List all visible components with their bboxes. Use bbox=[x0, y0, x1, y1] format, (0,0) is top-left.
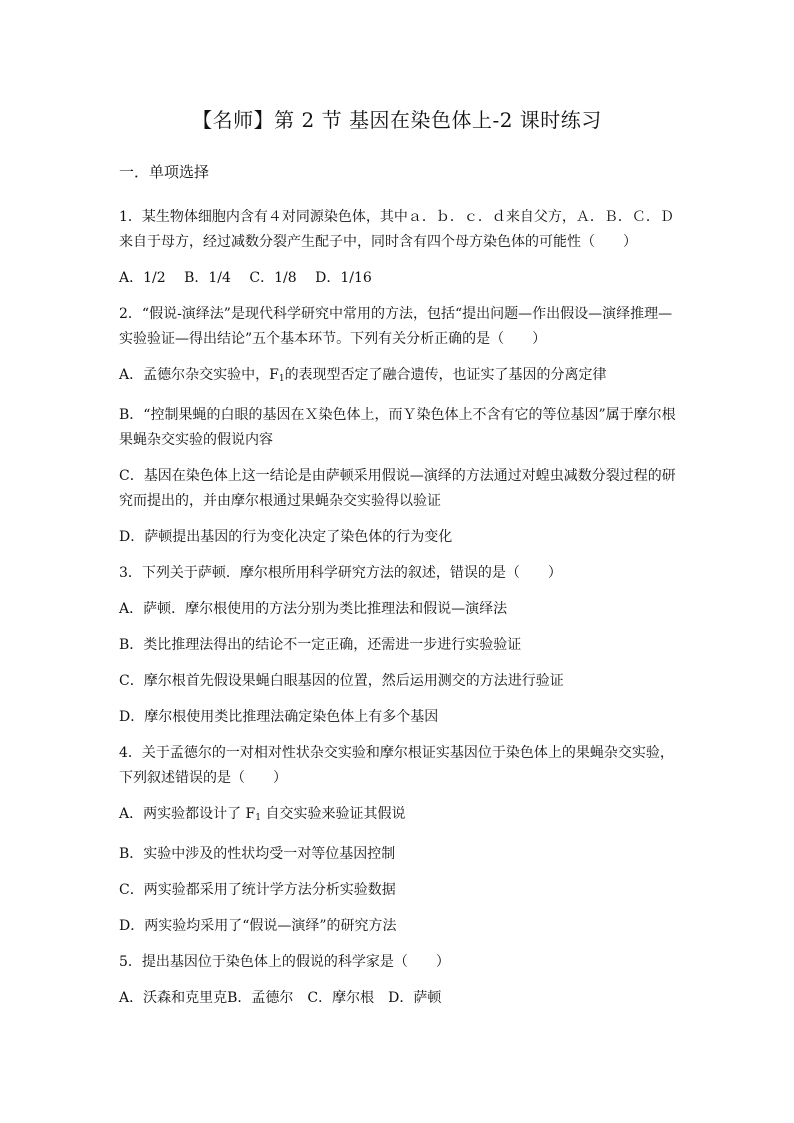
question-3-option-c: C．摩尔根首先假设果蝇白眼基因的位置，然后运用测交的方法进行验证 bbox=[119, 673, 564, 689]
section-heading: 一．单项选择 bbox=[119, 163, 210, 181]
question-2-option-b: B．“控制果蝇的白眼的基因在Ｘ染色体上，而Ｙ染色体上不含有它的等位基因”属于摩尔根果蝇杂交实验的假说内容 bbox=[119, 407, 676, 448]
question-1-options bbox=[119, 266, 684, 291]
question-4-option-b: B．实验中涉及的性状均受一对等位基因控制 bbox=[119, 846, 396, 862]
question-5-options: A．沃森和克里克B．孟德尔 C．摩尔根 D．萨顿 bbox=[119, 990, 442, 1006]
question-3-stem: 3．下列关于萨顿．摩尔根所用科学研究方法的叙述，错误的是（ ） bbox=[119, 565, 562, 581]
question-2-option-a: A．孟德尔杂交实验中，$F_1$的表现型否定了融合遗传，也证实了基因的分离定律 bbox=[119, 367, 607, 384]
question-3-option-b: B．类比推理法得出的结论不一定正确，还需进一步进行实验验证 bbox=[119, 637, 522, 653]
question-2-stem: 2．“假说-演绎法”是现代科学研究中常用的方法，包括“提出问题—作出假设—演绎推理—实验验证—得出结论”五个基本环节。下列有关分析正确的是（ ） bbox=[119, 306, 673, 347]
page-title: 【名师】第 2 节 基因在染色体上-2 课时练习 bbox=[192, 108, 602, 132]
question-4-option-d: D．两实验均采用了“假说—演绎”的研究方法 bbox=[119, 918, 397, 934]
question-list bbox=[119, 205, 684, 1022]
question-5-stem: 5．提出基因位于染色体上的假说的科学家是（ ） bbox=[119, 954, 450, 970]
question-1-option-c: C．1/8 bbox=[249, 270, 297, 286]
question-4-option-a: A．两实验都设计了 $F_1$ 自交实验来验证其假说 bbox=[119, 806, 406, 823]
question-4-option-c: C．两实验都采用了统计学方法分析实验数据 bbox=[119, 882, 396, 898]
question-3-option-d: D．摩尔根使用类比推理法确定染色体上有多个基因 bbox=[119, 709, 439, 725]
question-2-option-c: C．基因在染色体上这一结论是由萨顿采用假说—演绎的方法通过对蝗虫减数分裂过程的研究而提出的，并由摩尔根通过果蝇杂交实验得以验证 bbox=[119, 468, 676, 509]
question-2-option-d: D．萨顿提出基因的行为变化决定了染色体的行为变化 bbox=[119, 529, 453, 545]
question-1-option-d: D．1/16 bbox=[315, 270, 372, 286]
question-1-option-a: A．1/2 bbox=[119, 270, 166, 286]
question-4-stem: 4．关于孟德尔的一对相对性状杂交实验和摩尔根证实基因位于染色体上的果蝇杂交实验，下列叙述错误的是（ ） bbox=[119, 745, 674, 786]
question-3-option-a: A．萨顿．摩尔根使用的方法分别为类比推理法和假说—演绎法 bbox=[119, 601, 508, 617]
question-1-option-b: B．1/4 bbox=[184, 270, 231, 286]
question-1-stem: 1．某生物体细胞内含有４对同源染色体，其中ａ．ｂ．ｃ．ｄ来自父方，Ａ．Ｂ．Ｃ．Ｄ来自于母方，经过减数分裂产生配子中，同时含有四个母方染色体的可能性（ ） bbox=[119, 209, 674, 250]
